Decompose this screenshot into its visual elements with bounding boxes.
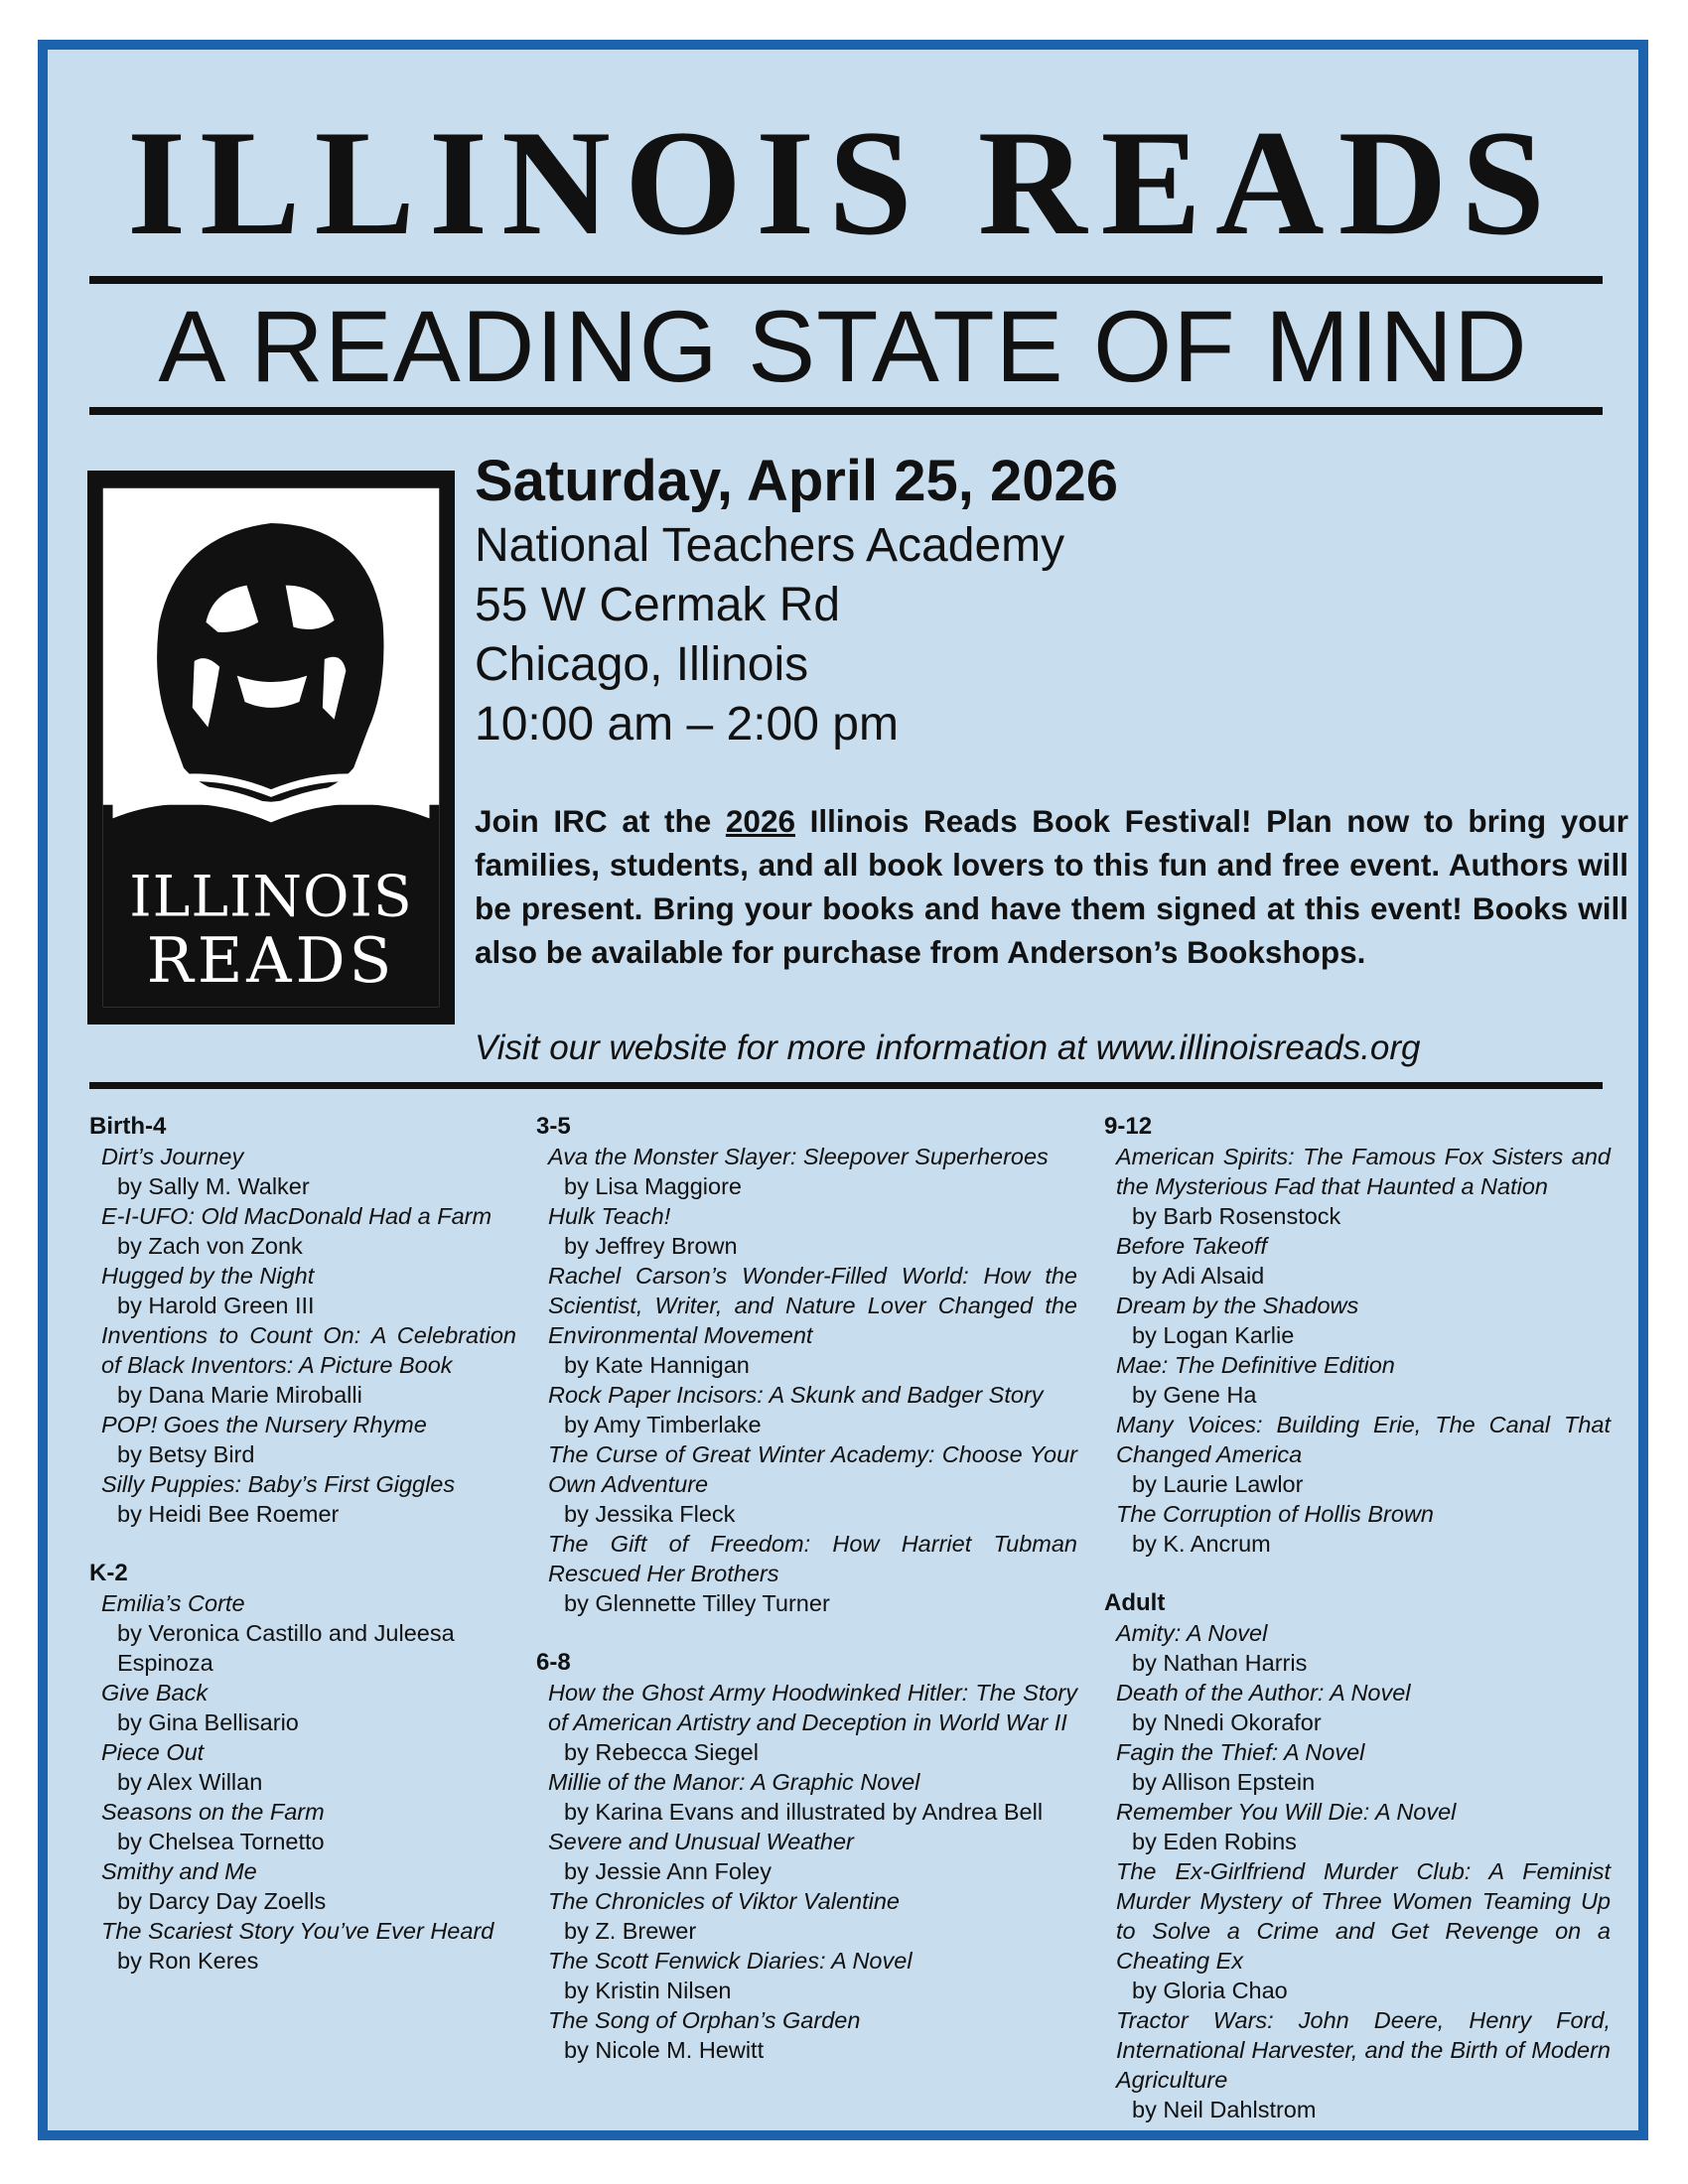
book-entry: [101, 1201, 516, 1261]
promo-paragraph: [475, 799, 1628, 974]
book-entry: [101, 1916, 516, 1976]
book-author: by Ron Keres: [117, 1948, 259, 1974]
book-entry: [101, 1678, 516, 1737]
book-entry: [1116, 1410, 1611, 1499]
book-title: The Scott Fenwick Diaries: A Novel: [548, 1948, 913, 1974]
book-author: by Chelsea Tornetto: [117, 1829, 325, 1854]
book-title: The Scariest Story You’ve Ever Heard: [101, 1918, 494, 1944]
book-entry: [1116, 2005, 1611, 2124]
promo-text-start: Join IRC at the: [475, 803, 726, 839]
book-author: by Logan Karlie: [1132, 1322, 1295, 1348]
book-title: Smithy and Me: [101, 1858, 257, 1884]
book-entry: [548, 1827, 1077, 1886]
book-author: by Sally M. Walker: [117, 1173, 310, 1199]
book-column: [536, 1112, 1077, 2095]
book-author: by Eden Robins: [1132, 1829, 1297, 1854]
lincoln-portrait-icon: [91, 475, 451, 1021]
book-author: by Nicole M. Hewitt: [564, 2037, 765, 2063]
book-entry: [1116, 1678, 1611, 1737]
book-author: by Laurie Lawlor: [1132, 1471, 1304, 1497]
book-title: Fagin the Thief: A Novel: [1116, 1739, 1365, 1765]
book-author: by Jessika Fleck: [564, 1501, 736, 1527]
book-entry: [1116, 1737, 1611, 1797]
book-author: by Amy Timberlake: [564, 1412, 762, 1437]
event-date: Saturday, April 25, 2026: [475, 449, 1118, 513]
book-title: The Gift of Freedom: How Harriet Tubman Rescued Her Brothers: [548, 1531, 1077, 1586]
book-title: Emilia’s Corte: [101, 1590, 245, 1616]
book-entry: [1116, 1142, 1611, 1231]
category-heading: Adult: [1104, 1589, 1166, 1616]
book-author: by Karina Evans and illustrated by Andrea Bell: [564, 1799, 1044, 1825]
book-author: by Betsy Bird: [117, 1441, 255, 1467]
book-author: by Gina Bellisario: [117, 1709, 299, 1735]
book-author: by Gene Ha: [1132, 1382, 1257, 1408]
logo-text-line1: ILLINOIS: [129, 864, 413, 930]
category-heading: 3-5: [536, 1113, 571, 1140]
promo-text-end: Illinois Reads Book Festival! Plan now to bring your families, students, and all book lovers to this fun and free event. Authors will be present. Bring your books and have them signed at this event! Books will also be available for purchase from Anderson’s Bookshops.: [475, 803, 1628, 970]
book-title: Tractor Wars: John Deere, Henry Ford, International Harvester, and the Birth of Modern Agriculture: [1116, 2007, 1611, 2093]
book-author: by Jessie Ann Foley: [564, 1858, 772, 1884]
book-author: by Veronica Castillo and Juleesa Espinoza: [117, 1620, 455, 1676]
title-divider-bottom: [89, 407, 1603, 415]
book-author: by Kate Hannigan: [564, 1352, 750, 1378]
book-author: by Barb Rosenstock: [1132, 1203, 1341, 1229]
book-author: by Heidi Bee Roemer: [117, 1501, 340, 1527]
book-title: The Ex-Girlfriend Murder Club: A Feminist Murder Mystery of Three Women Teaming Up to Solve a Crime and Get Revenge on a Cheating Ex: [1116, 1858, 1611, 1974]
book-author: by K. Ancrum: [1132, 1531, 1271, 1557]
book-author: by Darcy Day Zoells: [117, 1888, 327, 1914]
book-title: Give Back: [101, 1680, 209, 1706]
logo-text-line2: READS: [146, 923, 396, 997]
illinois-reads-logo: [87, 471, 455, 1024]
title-divider-top: [89, 276, 1603, 284]
book-title: Mae: The Definitive Edition: [1116, 1352, 1395, 1378]
book-author: by Dana Marie Miroballi: [117, 1382, 362, 1408]
book-category-group: [536, 1648, 1077, 2065]
category-heading: 6-8: [536, 1649, 571, 1676]
book-author: by Adi Alsaid: [1132, 1263, 1265, 1289]
booklist-divider: [89, 1082, 1603, 1089]
book-title: The Corruption of Hollis Brown: [1116, 1501, 1434, 1527]
website-note: Visit our website for more information at www.illinoisreads.org: [475, 1028, 1421, 1067]
book-entry: [548, 1767, 1077, 1827]
book-title: Seasons on the Farm: [101, 1799, 325, 1825]
book-title: Ava the Monster Slayer: Sleepover Superheroes: [548, 1144, 1049, 1169]
book-entry: [548, 1886, 1077, 1946]
book-title: Rock Paper Incisors: A Skunk and Badger Story: [548, 1382, 1044, 1408]
book-entry: [1116, 1618, 1611, 1678]
book-title: Death of the Author: A Novel: [1116, 1680, 1411, 1706]
book-entry: [1116, 1350, 1611, 1410]
book-entry: [548, 1439, 1077, 1529]
book-entry: [548, 1142, 1077, 1201]
book-author: by Nathan Harris: [1132, 1650, 1308, 1676]
book-title: Amity: A Novel: [1116, 1620, 1268, 1646]
book-title: Millie of the Manor: A Graphic Novel: [548, 1769, 920, 1795]
book-title: Before Takeoff: [1116, 1233, 1267, 1259]
book-entry: [101, 1320, 516, 1410]
category-heading: Birth-4: [89, 1113, 167, 1140]
promo-year: 2026: [725, 803, 795, 839]
category-heading: 9-12: [1104, 1113, 1153, 1140]
book-entry: [101, 1737, 516, 1797]
book-title: Many Voices: Building Erie, The Canal That Changed America: [1116, 1412, 1611, 1467]
book-title: Dream by the Shadows: [1116, 1293, 1359, 1318]
book-author: by Lisa Maggiore: [564, 1173, 742, 1199]
book-entry: [101, 1410, 516, 1469]
book-author: by Z. Brewer: [564, 1918, 697, 1944]
book-entry: [548, 1380, 1077, 1439]
book-author: by Alex Willan: [117, 1769, 263, 1795]
book-entry: [101, 1797, 516, 1856]
book-title: Severe and Unusual Weather: [548, 1829, 854, 1854]
book-category-group: [1104, 1588, 1611, 2124]
book-entry: [101, 1142, 516, 1201]
book-entry: [101, 1588, 516, 1678]
event-venue: National Teachers Academy: [475, 519, 1065, 572]
book-title: The Curse of Great Winter Academy: Choose Your Own Adventure: [548, 1441, 1077, 1497]
book-author: by Nnedi Okorafor: [1132, 1709, 1322, 1735]
event-address: 55 W Cermak Rd: [475, 579, 841, 631]
book-entry: [101, 1856, 516, 1916]
book-entry: [548, 1678, 1077, 1767]
book-entry: [1116, 1231, 1611, 1291]
event-time: 10:00 am – 2:00 pm: [475, 698, 899, 751]
book-author: by Rebecca Siegel: [564, 1739, 759, 1765]
book-author: by Zach von Zonk: [117, 1233, 303, 1259]
book-author: by Neil Dahlstrom: [1132, 2097, 1317, 2122]
poster-frame: [38, 40, 1648, 2140]
book-entry: [101, 1261, 516, 1320]
book-title: Remember You Will Die: A Novel: [1116, 1799, 1457, 1825]
book-author: by Gloria Chao: [1132, 1978, 1288, 2003]
book-entry: [1116, 1856, 1611, 2005]
book-category-group: [89, 1112, 516, 1529]
book-column: [89, 1112, 516, 2005]
book-title: Hulk Teach!: [548, 1203, 671, 1229]
book-category-group: [89, 1559, 516, 1976]
event-details: [475, 447, 1617, 754]
book-entry: [1116, 1797, 1611, 1856]
book-title: American Spirits: The Famous Fox Sisters and the Mysterious Fad that Haunted a Nation: [1116, 1144, 1611, 1199]
book-entry: [1116, 1291, 1611, 1350]
book-author: by Jeffrey Brown: [564, 1233, 738, 1259]
book-title: POP! Goes the Nursery Rhyme: [101, 1412, 427, 1437]
book-entry: [1116, 1499, 1611, 1559]
book-title: Rachel Carson’s Wonder-Filled World: How the Scientist, Writer, and Nature Lover Changed the Environmental Movement: [548, 1263, 1077, 1348]
book-entry: [548, 1261, 1077, 1380]
book-author: by Kristin Nilsen: [564, 1978, 732, 2003]
book-title: Silly Puppies: Baby’s First Giggles: [101, 1471, 456, 1497]
book-title: Piece Out: [101, 1739, 205, 1765]
book-entry: [101, 1469, 516, 1529]
book-author: by Allison Epstein: [1132, 1769, 1316, 1795]
book-title: The Chronicles of Viktor Valentine: [548, 1888, 900, 1914]
book-category-group: [1104, 1112, 1611, 1559]
book-title: How the Ghost Army Hoodwinked Hitler: The Story of American Artistry and Deception in World War II: [548, 1680, 1077, 1735]
category-heading: K-2: [89, 1560, 128, 1586]
book-entry: [548, 1529, 1077, 1618]
book-column: [1104, 1112, 1611, 2154]
book-title: Hugged by the Night: [101, 1263, 315, 1289]
book-entry: [548, 1201, 1077, 1261]
event-city: Chicago, Illinois: [475, 638, 809, 691]
book-author: by Harold Green III: [117, 1293, 315, 1318]
book-author: by Glennette Tilley Turner: [564, 1590, 830, 1616]
book-title: The Song of Orphan’s Garden: [548, 2007, 861, 2033]
book-category-group: [536, 1112, 1077, 1618]
book-title: Dirt’s Journey: [101, 1144, 244, 1169]
book-entry: [548, 2005, 1077, 2065]
book-title: E-I-UFO: Old MacDonald Had a Farm: [101, 1203, 492, 1229]
book-title: Inventions to Count On: A Celebration of Black Inventors: A Picture Book: [101, 1322, 516, 1378]
book-entry: [548, 1946, 1077, 2005]
poster-subtitle: A READING STATE OF MIND: [158, 290, 1528, 403]
poster-title: ILLINOIS READS: [127, 99, 1559, 266]
